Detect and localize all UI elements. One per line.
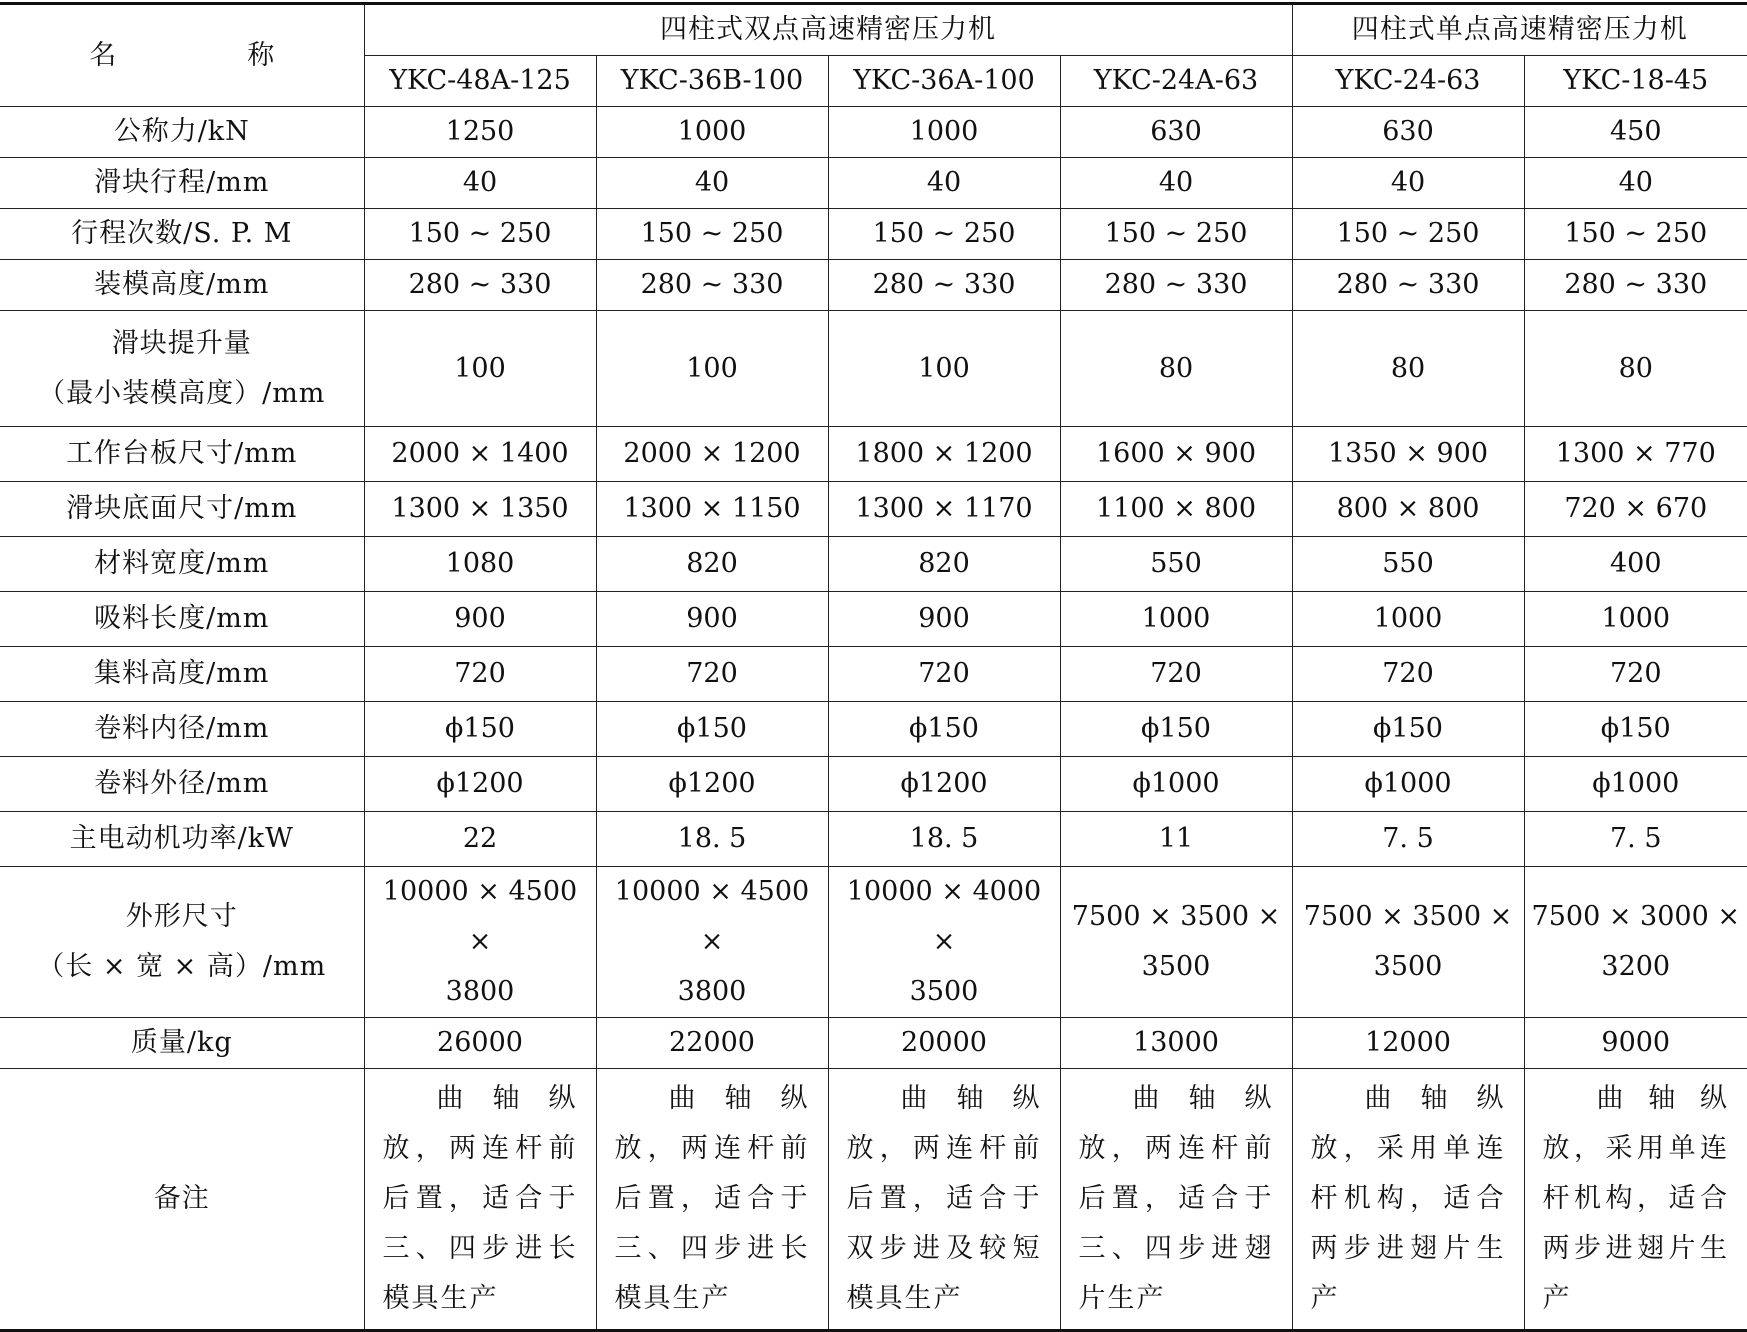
row-label: 公称力/kN <box>0 107 364 158</box>
table-cell: 550 <box>1060 537 1292 592</box>
table-cell: ϕ150 <box>1292 702 1524 757</box>
table-cell: 1000 <box>596 107 828 158</box>
table-cell: 1300 × 770 <box>1524 427 1747 482</box>
table-cell: 280 ~ 330 <box>364 260 596 311</box>
group-header-single: 四柱式单点高速精密压力机 <box>1292 4 1747 56</box>
row-label: 行程次数/S. P. M <box>0 209 364 260</box>
table-cell: 150 ~ 250 <box>1060 209 1292 260</box>
row-label-line: 滑块提升量 <box>111 327 252 359</box>
table-cell: 18. 5 <box>828 812 1060 867</box>
table-cell: 280 ~ 330 <box>1292 260 1524 311</box>
table-row <box>0 107 1747 158</box>
row-label: 主电动机功率/kW <box>0 812 364 867</box>
table-cell: 720 <box>1524 647 1747 702</box>
table-cell: 720 <box>828 647 1060 702</box>
table-cell: 1080 <box>364 537 596 592</box>
group-header-double: 四柱式双点高速精密压力机 <box>364 4 1292 56</box>
table-cell: 1000 <box>828 107 1060 158</box>
group-header-row <box>0 4 1747 56</box>
model-header: YKC-48A-125 <box>364 56 596 107</box>
table-cell: 900 <box>828 592 1060 647</box>
table-cell: 630 <box>1060 107 1292 158</box>
table-cell: 150 ~ 250 <box>1524 209 1747 260</box>
table-cell: 720 <box>1060 647 1292 702</box>
name-header: 名 称 <box>0 4 364 107</box>
table-cell: 2000 × 1400 <box>364 427 596 482</box>
remarks-row <box>0 1069 1747 1331</box>
table-cell: 7. 5 <box>1524 812 1747 867</box>
row-label: 材料宽度/mm <box>0 537 364 592</box>
table-cell: 22000 <box>596 1018 828 1069</box>
table-row <box>0 867 1747 1018</box>
model-header: YKC-36B-100 <box>596 56 828 107</box>
table-cell: 720 × 670 <box>1524 482 1747 537</box>
row-label: 滑块行程/mm <box>0 158 364 209</box>
row-label: 卷料外径/mm <box>0 757 364 812</box>
cell-line: 10000 × 4500 × <box>382 876 578 957</box>
table-cell: ϕ1200 <box>828 757 1060 812</box>
table-cell: 100 <box>828 311 1060 427</box>
table-row <box>0 427 1747 482</box>
table-cell: 800 × 800 <box>1292 482 1524 537</box>
table-cell: 26000 <box>364 1018 596 1069</box>
table-cell: 1250 <box>364 107 596 158</box>
table-row <box>0 702 1747 757</box>
remarks-cell: 曲轴纵放，采用单连杆机构，适合两步进翅片生产 <box>1524 1069 1747 1331</box>
cell-line: 10000 × 4000 × <box>846 876 1042 957</box>
remarks-cell: 曲轴纵放，两连杆前后置，适合于三、四步进长模具生产 <box>596 1069 828 1331</box>
row-label: 集料高度/mm <box>0 647 364 702</box>
remarks-cell: 曲轴纵放，两连杆前后置，适合于双步进及较短模具生产 <box>828 1069 1060 1331</box>
remarks-label: 备注 <box>0 1069 364 1331</box>
table-row <box>0 537 1747 592</box>
table-row <box>0 812 1747 867</box>
table-cell: 100 <box>596 311 828 427</box>
cell-line: 3800 <box>677 976 747 1007</box>
table-cell: ϕ1000 <box>1292 757 1524 812</box>
table-cell: 820 <box>828 537 1060 592</box>
table-cell: 900 <box>364 592 596 647</box>
row-label: 吸料长度/mm <box>0 592 364 647</box>
remarks-cell: 曲轴纵放，两连杆前后置，适合于三、四步进长模具生产 <box>364 1069 596 1331</box>
row-label: 工作台板尺寸/mm <box>0 427 364 482</box>
table-cell: 280 ~ 330 <box>828 260 1060 311</box>
cell-line: 3500 <box>909 976 979 1007</box>
table-cell <box>1524 867 1747 1018</box>
table-cell <box>364 867 596 1018</box>
table-cell: ϕ150 <box>1060 702 1292 757</box>
cell-line: 3500 <box>1141 951 1211 982</box>
table-cell: 630 <box>1292 107 1524 158</box>
table-cell: 40 <box>1060 158 1292 209</box>
table-cell: ϕ150 <box>596 702 828 757</box>
table-cell: 280 ~ 330 <box>1060 260 1292 311</box>
table-cell: 80 <box>1060 311 1292 427</box>
row-label-line: （长 × 宽 × 高）/mm <box>37 951 327 982</box>
model-header: YKC-18-45 <box>1524 56 1747 107</box>
cell-line: 3500 <box>1373 951 1443 982</box>
remarks-cell: 曲轴纵放，两连杆前后置，适合于三、四步进翅片生产 <box>1060 1069 1292 1331</box>
table-cell: ϕ1200 <box>596 757 828 812</box>
table-cell: 1000 <box>1292 592 1524 647</box>
table-cell <box>1060 867 1292 1018</box>
table-cell: 150 ~ 250 <box>1292 209 1524 260</box>
table-cell: 1300 × 1150 <box>596 482 828 537</box>
table-cell <box>1292 867 1524 1018</box>
table-cell: 40 <box>1524 158 1747 209</box>
table-cell: 2000 × 1200 <box>596 427 828 482</box>
table-cell: 1600 × 900 <box>1060 427 1292 482</box>
table-row <box>0 1018 1747 1069</box>
table-cell: 550 <box>1292 537 1524 592</box>
table-row <box>0 647 1747 702</box>
table-cell: 280 ~ 330 <box>1524 260 1747 311</box>
table-cell: 1000 <box>1524 592 1747 647</box>
row-label: 装模高度/mm <box>0 260 364 311</box>
table-cell: ϕ1000 <box>1060 757 1292 812</box>
table-cell: 80 <box>1292 311 1524 427</box>
table-row <box>0 209 1747 260</box>
row-label: 质量/kg <box>0 1018 364 1069</box>
row-label <box>0 311 364 427</box>
table-cell: ϕ150 <box>364 702 596 757</box>
table-cell: 1350 × 900 <box>1292 427 1524 482</box>
table-cell: 20000 <box>828 1018 1060 1069</box>
table-cell: ϕ150 <box>1524 702 1747 757</box>
table-row <box>0 482 1747 537</box>
table-cell: 18. 5 <box>596 812 828 867</box>
cell-line: 10000 × 4500 × <box>614 876 810 957</box>
cell-line: 3200 <box>1601 951 1671 982</box>
row-label-line: 外形尺寸 <box>125 901 238 932</box>
table-row <box>0 592 1747 647</box>
model-header: YKC-24A-63 <box>1060 56 1292 107</box>
press-spec-table <box>0 2 1747 1332</box>
table-cell: 1300 × 1350 <box>364 482 596 537</box>
table-cell: 100 <box>364 311 596 427</box>
table-cell: 400 <box>1524 537 1747 592</box>
table-row <box>0 260 1747 311</box>
cell-line: 3800 <box>445 976 515 1007</box>
table-cell: ϕ1000 <box>1524 757 1747 812</box>
cell-line: 7500 × 3500 × <box>1071 901 1281 932</box>
table-row <box>0 757 1747 812</box>
table-cell: 720 <box>364 647 596 702</box>
model-header: YKC-36A-100 <box>828 56 1060 107</box>
table-cell: 1100 × 800 <box>1060 482 1292 537</box>
cell-line: 7500 × 3000 × <box>1531 901 1740 932</box>
row-label <box>0 867 364 1018</box>
table-cell: 900 <box>596 592 828 647</box>
row-label-line: （最小装模高度）/mm <box>38 377 326 409</box>
table-cell: 22 <box>364 812 596 867</box>
table-cell: 720 <box>1292 647 1524 702</box>
model-header: YKC-24-63 <box>1292 56 1524 107</box>
table-cell: 1800 × 1200 <box>828 427 1060 482</box>
cell-line: 7500 × 3500 × <box>1303 901 1513 932</box>
table-cell: 40 <box>1292 158 1524 209</box>
table-cell: 40 <box>596 158 828 209</box>
table-cell: 150 ~ 250 <box>364 209 596 260</box>
table-cell: 150 ~ 250 <box>596 209 828 260</box>
table-row <box>0 311 1747 427</box>
table-cell: 450 <box>1524 107 1747 158</box>
table-cell: ϕ1200 <box>364 757 596 812</box>
table-cell: 7. 5 <box>1292 812 1524 867</box>
table-cell: 13000 <box>1060 1018 1292 1069</box>
table-cell: 11 <box>1060 812 1292 867</box>
table-cell: 150 ~ 250 <box>828 209 1060 260</box>
row-label: 卷料内径/mm <box>0 702 364 757</box>
table-row <box>0 158 1747 209</box>
table-cell: 40 <box>364 158 596 209</box>
row-label: 滑块底面尺寸/mm <box>0 482 364 537</box>
table-cell: 80 <box>1524 311 1747 427</box>
table-cell: 12000 <box>1292 1018 1524 1069</box>
table-cell: 1000 <box>1060 592 1292 647</box>
table-cell <box>596 867 828 1018</box>
table-cell: 40 <box>828 158 1060 209</box>
table-cell: 720 <box>596 647 828 702</box>
table-cell: 1300 × 1170 <box>828 482 1060 537</box>
table-cell: 820 <box>596 537 828 592</box>
table-cell <box>828 867 1060 1018</box>
table-cell: ϕ150 <box>828 702 1060 757</box>
table-cell: 280 ~ 330 <box>596 260 828 311</box>
table-cell: 9000 <box>1524 1018 1747 1069</box>
remarks-cell: 曲轴纵放，采用单连杆机构，适合两步进翅片生产 <box>1292 1069 1524 1331</box>
